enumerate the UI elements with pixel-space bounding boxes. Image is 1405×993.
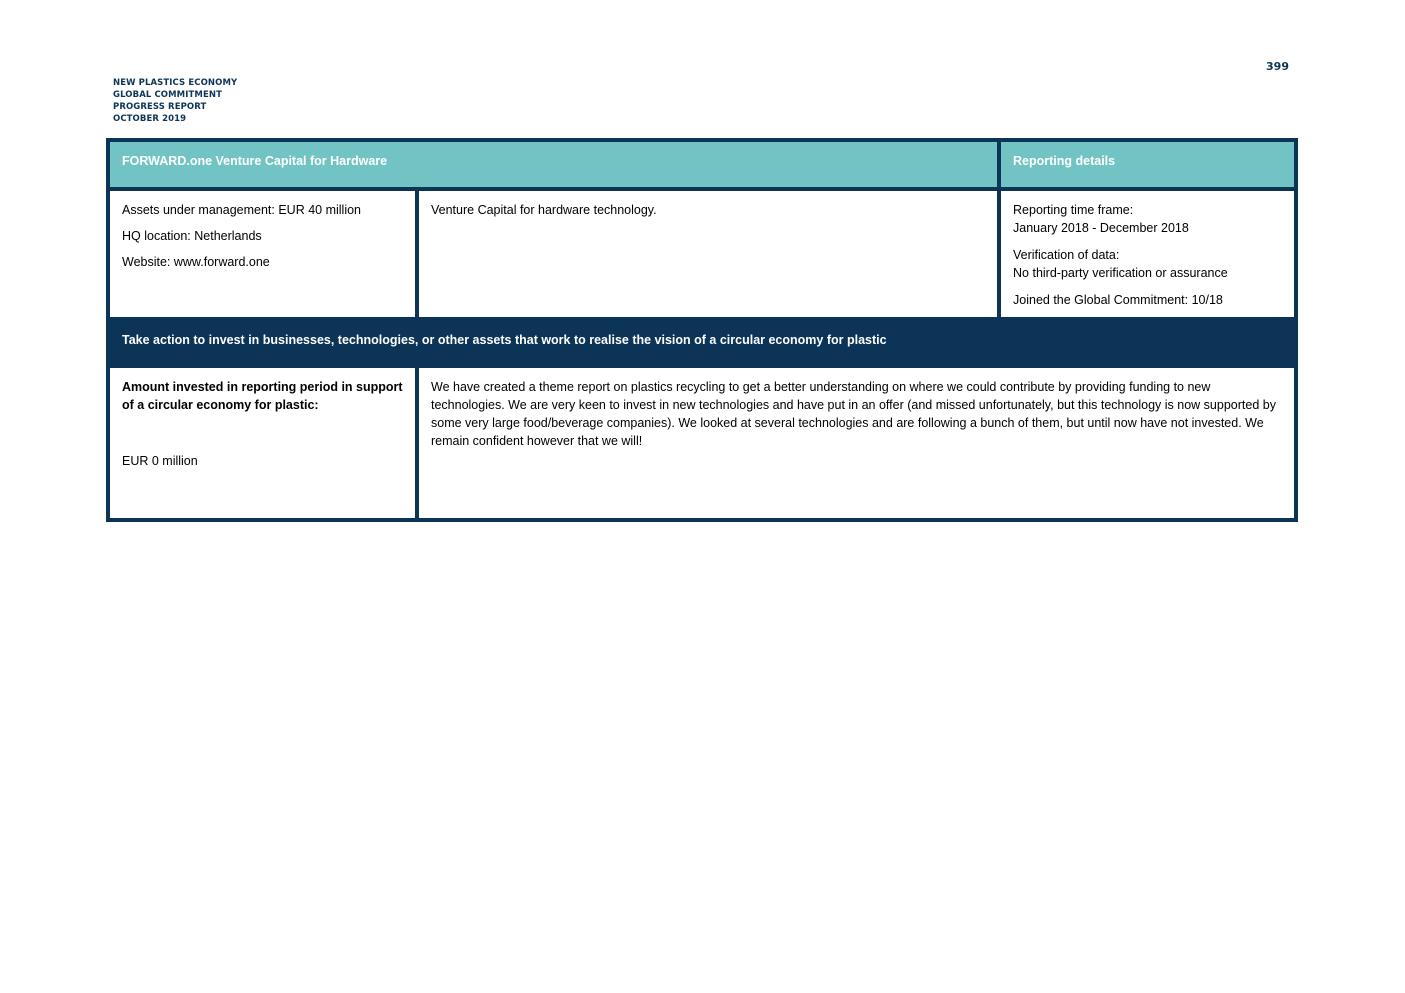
action-heading: Take action to invest in businesses, technologies, or other assets that work to realise the vision of a circular economy for plastic [108,319,1296,366]
verification-value: No third-party verification or assurance [1013,266,1228,280]
org-title: FORWARD.one Venture Capital for Hardware [108,140,999,189]
narrative-cell [417,366,1296,520]
header-line-2: GLOBAL COMMITMENT [113,90,222,100]
header-line-1: NEW PLASTICS ECONOMY [113,78,238,88]
narrative-text: We have created a theme report on plastics recycling to get a better understanding on where we could contribute by providing funding to new technologies. We are very keen to invest in new technologies and have put in an offer (and missed unfortunately, but this technology is now supported by some very large food/beverage companies). We looked at several technologies and are following a bunch of them, but until now have not invested. We remain confident however that we will! [431,380,1276,448]
description-cell [417,189,999,319]
header-line-3: PROGRESS REPORT [113,102,207,112]
website-text: Website: www.forward.one [122,255,270,269]
description-text: Venture Capital for hardware technology. [431,203,657,217]
joined-text: Joined the Global Commitment: 10/18 [1013,293,1223,307]
reporting-details-heading: Reporting details [999,140,1296,189]
title-row [108,140,1296,189]
details-row [108,189,1296,319]
header-line-4: OCTOBER 2019 [113,114,187,124]
page-number: 399 [1266,60,1289,73]
verification-label: Verification of data: [1013,248,1120,262]
report-header [113,77,237,125]
assets-text: Assets under management: EUR 40 million [122,203,362,217]
amount-cell [108,366,417,520]
amount-value: EUR 0 million [122,454,198,468]
reporting-details-cell [999,189,1296,319]
org-facts-cell [108,189,417,319]
report-table [106,138,1298,522]
timeframe-label: Reporting time frame: [1013,203,1134,217]
action-heading-row [108,319,1296,366]
hq-text: HQ location: Netherlands [122,229,262,243]
amount-label: Amount invested in reporting period in support of a circular economy for plastic: [122,380,403,412]
timeframe-value: January 2018 - December 2018 [1013,221,1189,235]
action-body-row [108,366,1296,520]
